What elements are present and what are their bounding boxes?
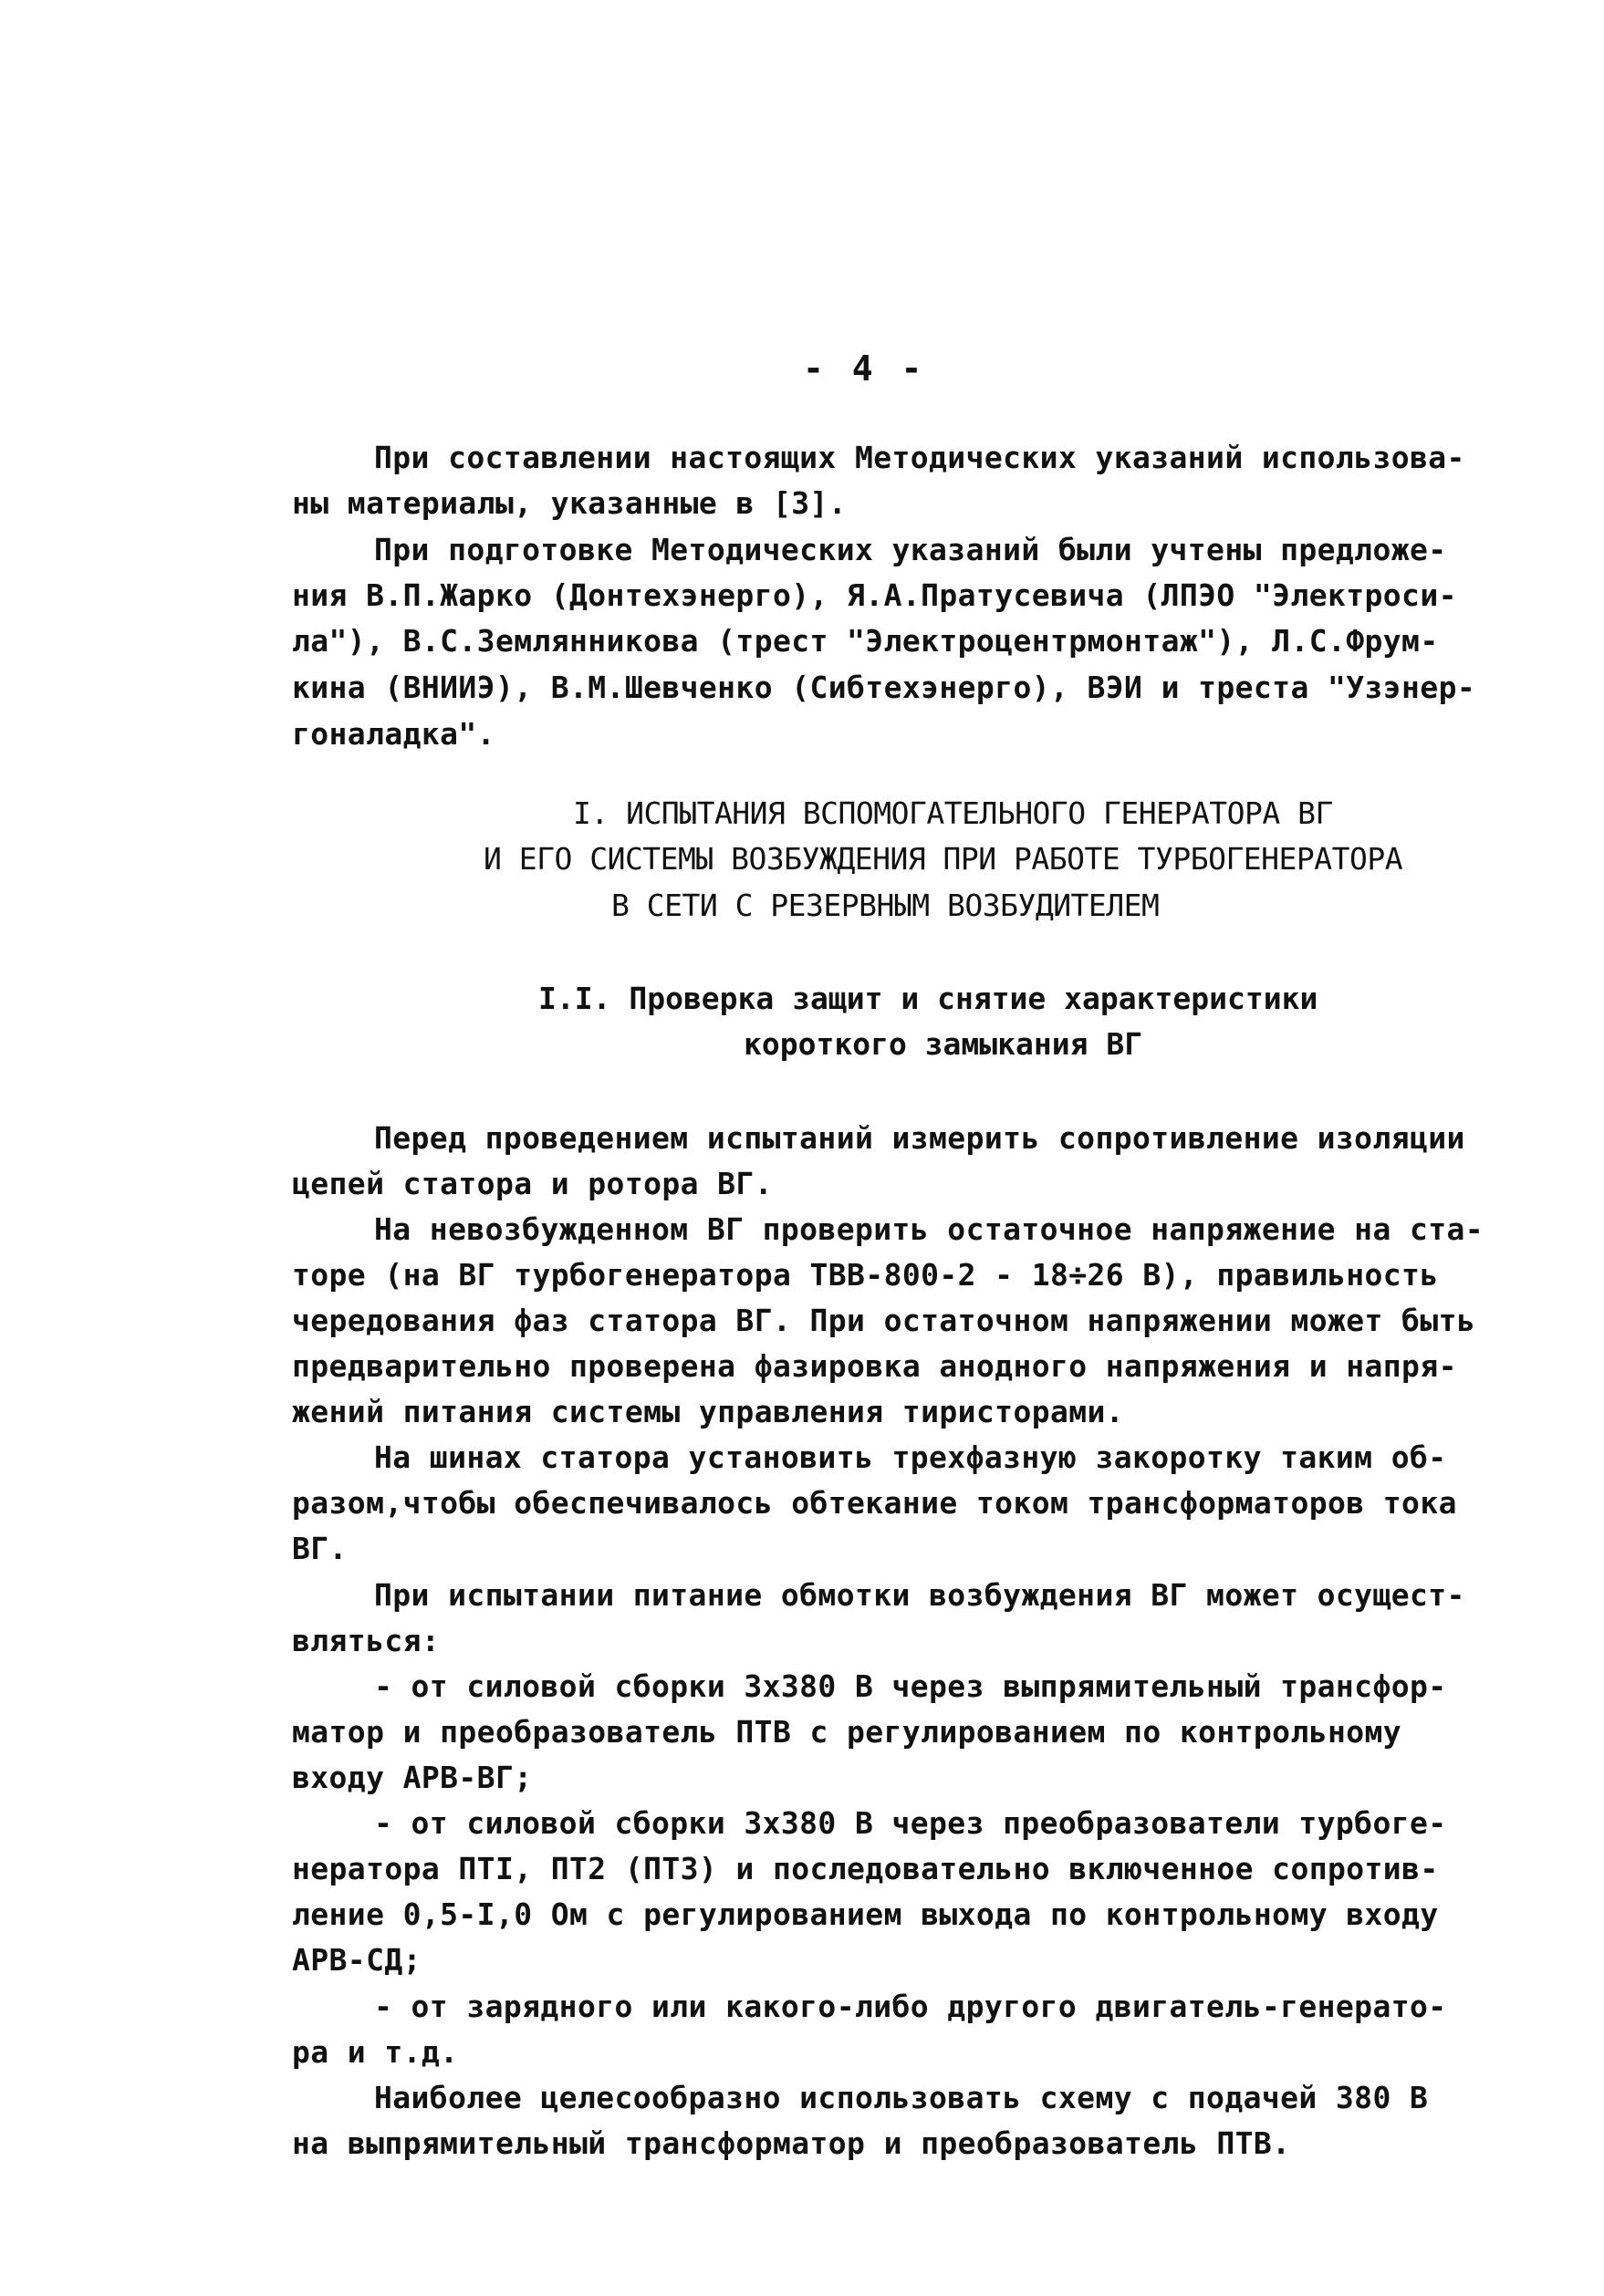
body-line: чередования фаз статора ВГ. При остаточном напряжении может быть [292, 1303, 1476, 1338]
body-line: входу АРВ-ВГ; [292, 1760, 533, 1795]
body-line: ра и т.д. [292, 2034, 459, 2070]
intro-line: ния В.П.Жарко (Донтехэнерго), Я.А.Пратусевича (ЛПЭО "Электроси- [292, 577, 1457, 613]
body-line: При испытании питание обмотки возбуждения ВГ может осущест- [374, 1577, 1465, 1613]
intro-line: При составлении настоящих Методических указаний использова- [374, 440, 1465, 475]
body-line: На невозбужденном ВГ проверить остаточное напряжение на ста- [374, 1211, 1484, 1247]
body-line: матор и преобразователь ПТВ с регулированием по контрольному [292, 1714, 1402, 1750]
page-number: - 4 - [803, 348, 926, 389]
intro-line: ны материалы, указанные в [3]. [292, 485, 848, 521]
section-heading-line: I. ИСПЫТАНИЯ ВСПОМОГАТЕЛЬНОГО ГЕНЕРАТОРА ВГ [573, 795, 1333, 831]
section-heading-line: В СЕТИ С РЕЗЕРВНЫМ ВОЗБУДИТЕЛЕМ [611, 888, 1160, 923]
intro-line: гоналадка". [292, 716, 495, 752]
intro-line: При подготовке Методических указаний были учтены предложе- [374, 532, 1447, 567]
subsection-heading-line: короткого замыкания ВГ [744, 1026, 1143, 1062]
body-line: торе (на ВГ турбогенератора ТВВ-800-2 - 18÷26 В), правильность [292, 1257, 1439, 1293]
body-line: Наиболее целесообразно использовать схему с подачей 380 В [374, 2080, 1429, 2115]
body-line: На шинах статора установить трехфазную закоротку таким об- [374, 1439, 1447, 1475]
section-heading-line: И ЕГО СИСТЕМЫ ВОЗБУЖДЕНИЯ ПРИ РАБОТЕ ТУРБОГЕНЕРАТОРА [484, 841, 1403, 877]
body-line: цепей статора и ротора ВГ. [292, 1166, 773, 1201]
body-line: - от силовой сборки 3х380 В через преобразователи турбоге- [374, 1805, 1447, 1841]
body-line: Перед проведением испытаний измерить сопротивление изоляции [374, 1120, 1465, 1156]
body-line: - от зарядного или какого-либо другого двигатель-генерато- [374, 1989, 1447, 2024]
body-line: разом,чтобы обеспечивалось обтекание током трансформаторов тока [292, 1485, 1457, 1521]
body-line: ВГ. [292, 1531, 348, 1566]
intro-line: кина (ВНИИЭ), В.М.Шевченко (Сибтехэнерго), ВЭИ и треста "Узэнер- [292, 670, 1476, 705]
intro-line: ла"), В.С.Землянникова (трест "Электроцентрмонтаж"), Л.С.Фрум- [292, 623, 1439, 659]
body-line: нератора ПТI, ПТ2 (ПТ3) и последовательно включенное сопротив- [292, 1851, 1439, 1886]
body-line: на выпрямительный трансформатор и преобразователь ПТВ. [292, 2125, 1291, 2161]
subsection-heading-line: I.I. Проверка защит и снятие характеристики [538, 981, 1318, 1016]
body-line: ление 0,5-I,0 Ом с регулированием выхода по контрольному входу [292, 1896, 1439, 1932]
body-line: - от силовой сборки 3х380 В через выпрямительный трансфор- [374, 1668, 1447, 1704]
body-line: вляться: [292, 1623, 441, 1658]
body-line: АРВ-СД; [292, 1942, 422, 1978]
body-line: предварительно проверена фазировка анодного напряжения и напря- [292, 1348, 1457, 1384]
body-line: жений питания системы управления тиристорами. [292, 1394, 1125, 1429]
